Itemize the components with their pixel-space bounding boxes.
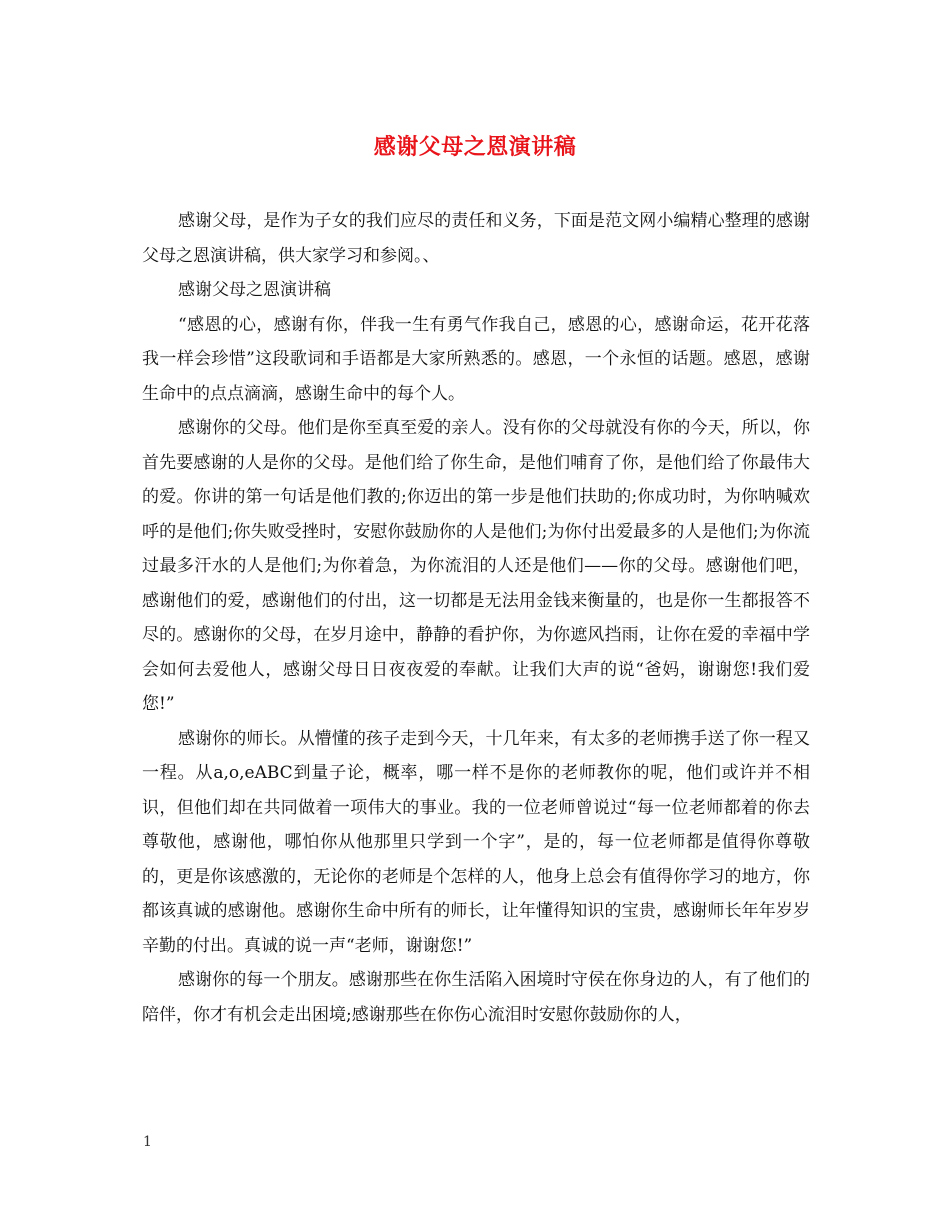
gratitude-paragraph: “感恩的心，感谢有你，伴我一生有勇气作我自己，感恩的心，感谢命运，花开花落我一样会珍惜”这段歌词和手语都是大家所熟悉的。感恩，一个永恒的话题。感恩，感谢生命中的点点滴滴，感谢生命中的每个人。 (142, 314, 810, 404)
page-number: 1 (143, 1134, 152, 1150)
parents-paragraph: 感谢你的父母。他们是你至真至爱的亲人。没有你的父母就没有你的今天，所以，你首先要感谢的人是你的父母。是他们给了你生命，是他们哺育了你，是他们给了你最伟大的爱。你讲的第一句话是他们教的;你迈出的第一步是他们扶助的;你成功时，为你呐喊欢呼的是他们;你失败受挫时，安慰你鼓励你的人是他们;为你付出爱最多的人是他们;为你流过最多汗水的人是他们;为你着急，为你流泪的人还是他们——你的父母。感谢他们吧，感谢他们的爱，感谢他们的付出，这一切都是无法用金钱来衡量的，也是你一生都报答不尽的。感谢你的父母，在岁月途中，静静的看护你，为你遮风挡雨，让你在爱的幸福中学会如何去爱他人，感谢父母日日夜夜爱的奉献。让我们大声的说“爸妈，谢谢您!我们爱您!” (142, 418, 810, 714)
document-body (142, 204, 810, 1032)
section-heading: 感谢父母之恩演讲稿 (178, 280, 331, 300)
friends-paragraph: 感谢你的每一个朋友。感谢那些在你生活陷入困境时守侯在你身边的人，有了他们的陪伴，你才有机会走出困境;感谢那些在你伤心流泪时安慰你鼓励你的人， (142, 970, 810, 1025)
intro-paragraph: 感谢父母，是作为子女的我们应尽的责任和义务，下面是范文网小编精心整理的感谢父母之恩演讲稿，供大家学习和参阅。、 (142, 211, 810, 266)
page-title: 感谢父母之恩演讲稿 (373, 135, 577, 160)
teachers-paragraph: 感谢你的师长。从懵懂的孩子走到今天，十几年来，有太多的老师携手送了你一程又一程。从a,o,eABC到量子论，概率，哪一样不是你的老师教你的呢，他们或许并不相识，但他们却在共同做着一项伟大的事业。我的一位老师曾说过“每一位老师都着的你去尊敬他，感谢他，哪怕你从他那里只学到一个字”，是的，每一位老师都是值得你尊敬的，更是你该感激的，无论你的老师是个怎样的人，他身上总会有值得你学习的地方，你都该真诚的感谢他。感谢你生命中所有的师长，让年懂得知识的宝贵，感谢师长年年岁岁辛勤的付出。真诚的说一声“老师，谢谢您!” (142, 728, 810, 956)
